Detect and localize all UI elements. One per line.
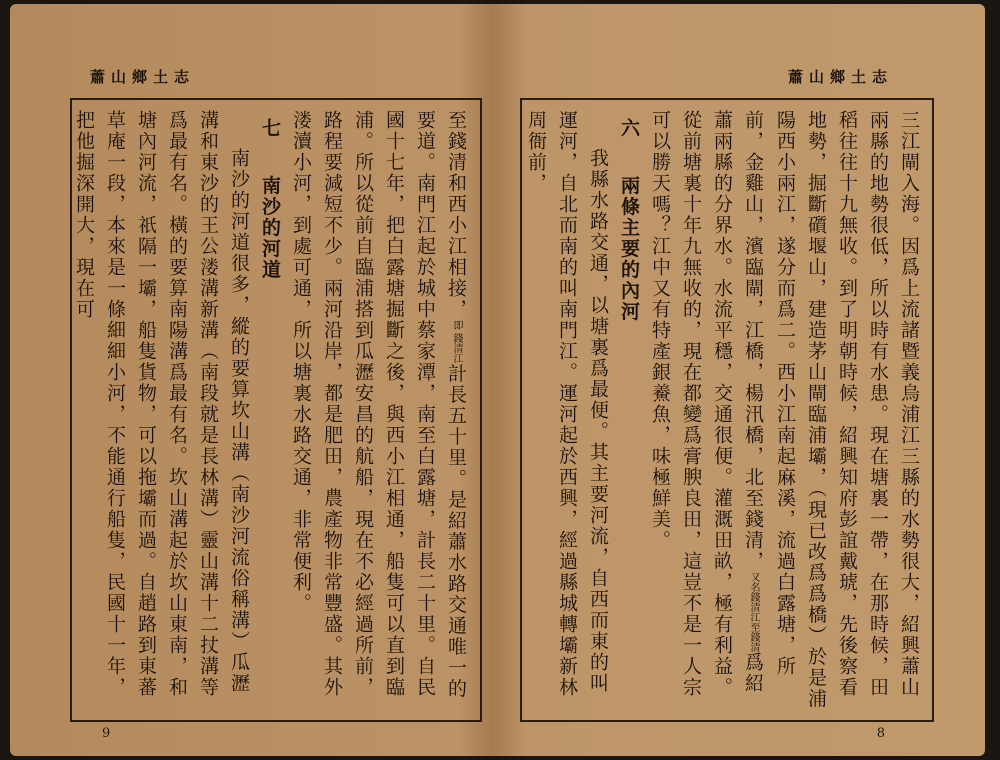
- paragraph: [285, 110, 472, 710]
- vertical-text: [73, 110, 472, 710]
- text-frame: [70, 98, 482, 722]
- paragraph: [644, 110, 924, 710]
- section-title: 南沙的河道: [259, 174, 281, 280]
- inline-note: 又名錢清江至錢清: [748, 572, 759, 652]
- section-number: 六: [618, 117, 640, 139]
- running-head: 蕭山鄉土志: [787, 68, 893, 86]
- section-title: 兩條主要的內河: [618, 174, 640, 322]
- section-heading: [613, 110, 644, 710]
- running-head: 蕭山鄉土志: [90, 68, 196, 86]
- section-heading: [254, 110, 285, 710]
- paragraph-text: 計長五十里。是紹蕭水路交通唯一的要道。南門江起於城中蔡家潭，南至白露塘，計長二十里。自民國十七年，把白露塘掘斷之後，與西小江相通，船隻可以直到臨浦。所以從前自臨浦搭到瓜瀝安昌的航船，現在不必經過所前，路程要減短不少。兩河沿岸，都是肥田，農產物非常豐盛。其外溇瀆小河，到處可通，所以塘裏水路交通，非常便利。: [290, 110, 467, 700]
- text-frame: [520, 98, 934, 722]
- page-number: 8: [876, 726, 885, 741]
- paragraph: 我縣水路交通，以塘裏爲最便。其主要河流，自西而東的叫運河，自北而南的叫南門江。運河起於西興，經過縣城轉壩新林周衙前，: [525, 110, 609, 698]
- paragraph-text: 三江閘入海。因爲上流諸暨義烏浦江三縣的水勢很大，紹興蕭山兩縣的地勢很低，所以時有水患。現在塘裏一帶，在那時候，田稻往往十九無收。到了明朝時候，紹興知府彭誼戴琥，先後察看地勢，掘斷礩堰山，建造茅山閘臨浦壩，（現已改爲爲橋）於是浦陽西小兩江，遂分而爲二。西小江南起麻溪，流過白露塘，所前，金雞山，濱臨閘，江橋，楊汛橋，北至錢清，: [742, 110, 920, 710]
- vertical-text: [525, 110, 924, 710]
- paragraph: 南沙的河道很多，縱的要算坎山溝（南沙河流俗稱溝）瓜瀝溝和東沙的王公溇溝新溝（南段就是長林溝）靈山溝十二扙溝等爲最有名。橫的要算南陽溝爲最有名。坎山溝起於坎山東南，和塘內河流，祇隔一壩，船隻貨物，可以拖壩而過。自趙路到東蕃草庵一段，本來是一條細細小河，不能通行船隻，民國十一年，把他掘深開大，現在可: [73, 110, 250, 698]
- left-page: [10, 4, 495, 756]
- book-spread: [10, 4, 985, 756]
- paragraph-text: 至錢清和西小江相接，: [445, 110, 467, 320]
- paragraph-text: 爲紹蕭兩縣的分界水。水流平穩，交通很便。灌溉田畝，極有利益。從前塘裏十年九無收的，現在都變爲膏腴良田，這豈不是一人宗可以勝天嗎？江中又有特產銀鯗魚，味極鮮美。: [649, 110, 764, 698]
- page-number: 9: [102, 726, 111, 741]
- section-number: 七: [259, 117, 281, 139]
- right-page: [500, 4, 985, 756]
- inline-note: 即 錢清江: [451, 320, 462, 364]
